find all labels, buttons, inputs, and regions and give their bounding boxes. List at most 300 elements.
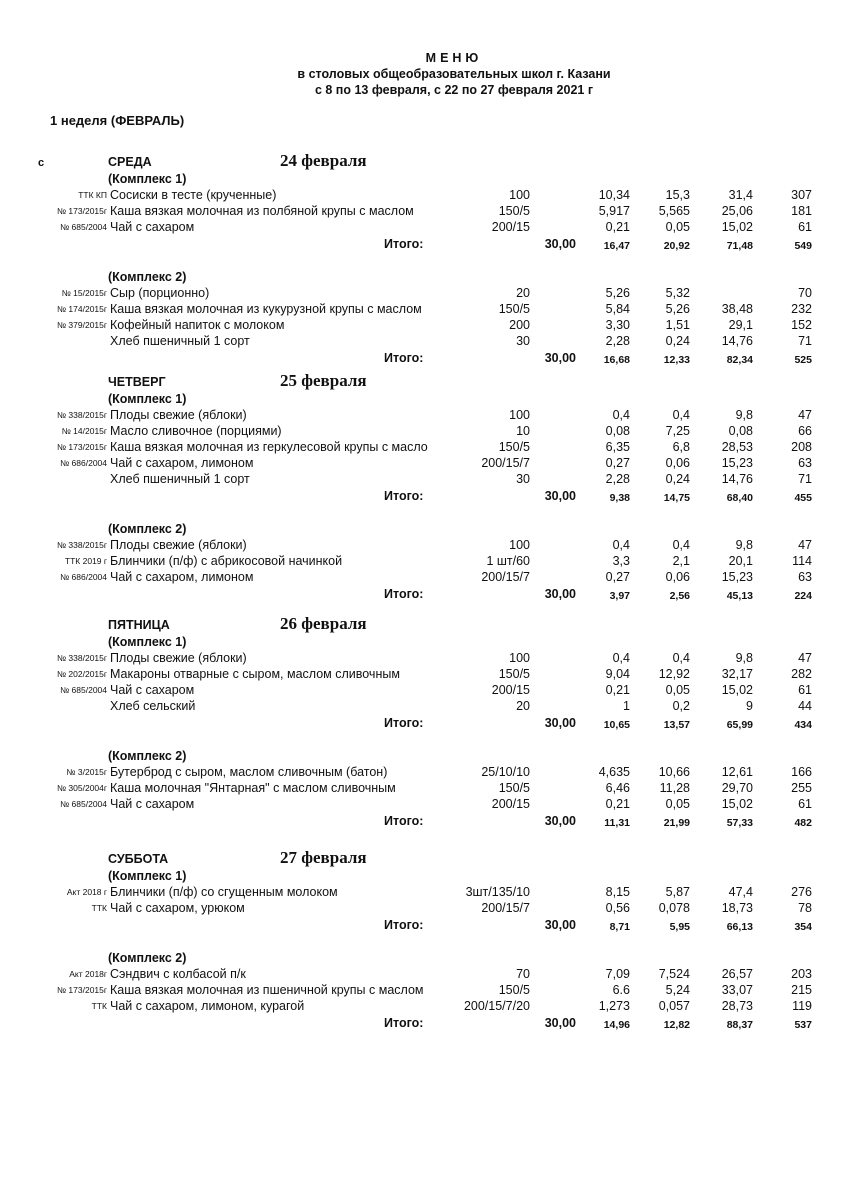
calories-value: 232: [791, 302, 812, 316]
total-protein: 16,47: [603, 240, 630, 252]
total-protein: 11,31: [604, 817, 630, 829]
protein-value: 5,917: [598, 204, 630, 218]
calories-value: 66: [798, 424, 812, 438]
total-calories: 537: [794, 1019, 812, 1031]
total-row: [0, 487, 848, 505]
dish-name: Плоды свежие (яблоки): [110, 538, 247, 552]
fat-value: 5,565: [658, 204, 690, 218]
day-name: СРЕДА: [108, 155, 152, 169]
portion-size: 1 шт/60: [486, 554, 530, 568]
recipe-code: № 3/2015г: [66, 767, 107, 777]
recipe-code: № 685/2004: [60, 222, 107, 232]
dish-name: Чай с сахаром, урюком: [110, 901, 245, 915]
carbs-value: 38,48: [721, 302, 753, 316]
protein-value: 10,34: [598, 188, 630, 202]
protein-value: 0,27: [605, 456, 630, 470]
fat-value: 0,4: [672, 651, 690, 665]
carbs-value: 12,61: [721, 765, 753, 779]
dish-name: Чай с сахаром: [110, 683, 195, 697]
protein-value: 0,21: [605, 683, 630, 697]
total-calories: 434: [794, 719, 812, 731]
dish-name: Сосиски в тесте (крученные): [110, 188, 277, 202]
protein-value: 2,28: [605, 334, 630, 348]
menu-item-row: [0, 423, 848, 439]
protein-value: 0,4: [612, 538, 630, 552]
complex-block: [0, 521, 848, 603]
calories-value: 282: [791, 667, 812, 681]
fat-value: 5,24: [665, 983, 690, 997]
recipe-code: № 338/2015г: [56, 410, 107, 420]
calories-value: 255: [791, 781, 812, 795]
complex-label: (Комплекс 1): [108, 635, 187, 649]
portion-size: 200/15/7/20: [463, 999, 530, 1013]
protein-value: 2,28: [605, 472, 630, 486]
carbs-value: 47,4: [728, 885, 753, 899]
menu-item-row: [0, 982, 848, 998]
menu-item-row: [0, 407, 848, 423]
total-carbs: 65,99: [726, 719, 753, 731]
recipe-code: № 202/2015г: [56, 669, 107, 679]
menu-item-row: [0, 285, 848, 301]
calories-value: 61: [798, 683, 812, 697]
total-protein: 9,38: [609, 492, 630, 504]
fat-value: 0,05: [665, 683, 690, 697]
portion-size: 200: [509, 318, 530, 332]
portion-size: 25/10/10: [481, 765, 530, 779]
total-label: Итого:: [384, 587, 424, 601]
day-section: [0, 371, 848, 603]
total-fat: 14,75: [663, 492, 690, 504]
dish-name: Блинчики (п/ф) со сгущенным молоком: [110, 885, 338, 899]
day-date: 27 февраля: [280, 848, 367, 867]
complex-block: [0, 171, 848, 253]
fat-value: 0,06: [665, 570, 690, 584]
carbs-value: 15,02: [721, 797, 753, 811]
calories-value: 181: [791, 204, 812, 218]
total-carbs: 66,13: [726, 921, 753, 933]
menu-item-row: [0, 666, 848, 682]
total-carbs: 68,40: [726, 492, 753, 504]
document-title: МЕНЮ: [425, 51, 483, 65]
carbs-value: 0,08: [728, 424, 753, 438]
menu-item-row: [0, 796, 848, 812]
carbs-value: 15,02: [721, 683, 753, 697]
carbs-value: 33,07: [721, 983, 753, 997]
total-label: Итого:: [384, 814, 424, 828]
total-calories: 455: [794, 492, 812, 504]
complex-block: [0, 269, 848, 367]
menu-item-row: [0, 439, 848, 455]
total-label: Итого:: [384, 237, 424, 251]
calories-value: 44: [798, 699, 812, 713]
carbs-value: 9,8: [735, 408, 753, 422]
recipe-code: № 379/2015г: [56, 320, 107, 330]
recipe-code: № 305/2004г: [56, 783, 107, 793]
day-header: [0, 848, 848, 868]
menu-item-row: [0, 650, 848, 666]
complex-label: (Комплекс 1): [108, 392, 187, 406]
menu-item-row: [0, 569, 848, 585]
portion-size: 200/15: [491, 220, 530, 234]
day-header: [0, 151, 848, 171]
dish-name: Хлеб пшеничный 1 сорт: [110, 472, 250, 486]
complex-label: (Комплекс 2): [108, 749, 187, 763]
day-section: [0, 151, 848, 367]
calories-value: 119: [792, 999, 812, 1013]
menu-item-row: [0, 553, 848, 569]
fat-value: 0,05: [665, 220, 690, 234]
dish-name: Сыр (порционно): [110, 286, 210, 300]
total-row: [0, 916, 848, 934]
fat-value: 0,2: [672, 699, 690, 713]
total-protein: 10,65: [603, 719, 630, 731]
total-carbs: 45,13: [726, 590, 753, 602]
calories-value: 152: [791, 318, 812, 332]
day-header: [0, 614, 848, 634]
calories-value: 208: [791, 440, 812, 454]
dish-name: Бутерброд с сыром, маслом сливочным (батон): [110, 765, 388, 779]
total-calories: 224: [794, 590, 812, 602]
menu-item-row: [0, 884, 848, 900]
complex-label: (Комплекс 2): [108, 522, 187, 536]
fat-value: 5,32: [665, 286, 690, 300]
protein-value: 0,21: [605, 220, 630, 234]
calories-value: 71: [798, 472, 812, 486]
fat-value: 0,4: [672, 408, 690, 422]
total-fat: 20,92: [663, 240, 690, 252]
fat-value: 10,66: [658, 765, 690, 779]
day-header: [0, 371, 848, 391]
carbs-value: 9,8: [735, 538, 753, 552]
total-price: 30,00: [544, 489, 576, 503]
calories-value: 47: [798, 538, 812, 552]
complex-block: [0, 634, 848, 732]
menu-item-row: [0, 764, 848, 780]
protein-value: 0,21: [605, 797, 630, 811]
carbs-value: 14,76: [721, 472, 753, 486]
carbs-value: 29,1: [728, 318, 753, 332]
protein-value: 0,4: [612, 408, 630, 422]
portion-size: 20: [516, 699, 530, 713]
total-price: 30,00: [544, 814, 576, 828]
day-date: 24 февраля: [280, 151, 367, 170]
menu-item-row: [0, 317, 848, 333]
portion-size: 70: [516, 967, 530, 981]
carbs-value: 18,73: [721, 901, 753, 915]
recipe-code: № 173/2015г: [56, 206, 107, 216]
carbs-value: 9: [746, 699, 753, 713]
fat-value: 0,24: [665, 334, 690, 348]
fat-value: 5,26: [665, 302, 690, 316]
recipe-code: ТТК: [91, 903, 107, 913]
recipe-code: № 174/2015г: [56, 304, 107, 314]
menu-item-row: [0, 187, 848, 203]
protein-value: 0,27: [605, 570, 630, 584]
protein-value: 6.6: [612, 983, 630, 997]
protein-value: 5,84: [605, 302, 630, 316]
total-row: [0, 812, 848, 830]
recipe-code: № 173/2015г: [56, 985, 107, 995]
total-row: [0, 714, 848, 732]
menu-item-row: [0, 333, 848, 349]
portion-size: 150/5: [498, 204, 530, 218]
calories-value: 63: [798, 456, 812, 470]
document-period: с 8 по 13 февраля, с 22 по 27 февраля 2021 г: [314, 83, 594, 97]
recipe-code: № 338/2015г: [56, 653, 107, 663]
day-date: 26 февраля: [280, 614, 367, 633]
carbs-value: 26,57: [721, 967, 753, 981]
calories-value: 63: [798, 570, 812, 584]
complex-block: [0, 391, 848, 505]
portion-size: 150/5: [498, 440, 530, 454]
day-name: ПЯТНИЦА: [108, 618, 170, 632]
carbs-value: 15,23: [721, 456, 753, 470]
protein-value: 0,08: [605, 424, 630, 438]
recipe-code: ТТК КП: [78, 190, 107, 200]
menu-item-row: [0, 537, 848, 553]
protein-value: 5,26: [605, 286, 630, 300]
total-fat: 21,99: [663, 817, 690, 829]
total-row: [0, 235, 848, 253]
document-subtitle: в столовых общеобразовательных школ г. Казани: [297, 67, 611, 81]
calories-value: 203: [791, 967, 812, 981]
total-calories: 482: [794, 817, 812, 829]
total-calories: 549: [794, 240, 812, 252]
total-label: Итого:: [384, 1016, 424, 1030]
protein-value: 9,04: [605, 667, 630, 681]
carbs-value: 14,76: [721, 334, 753, 348]
portion-size: 200/15/7: [481, 901, 530, 915]
day-name: ЧЕТВЕРГ: [108, 375, 166, 389]
calories-value: 307: [791, 188, 812, 202]
fat-value: 0,078: [658, 901, 690, 915]
calories-value: 166: [791, 765, 812, 779]
total-protein: 3,97: [609, 590, 630, 602]
total-price: 30,00: [544, 716, 576, 730]
portion-size: 30: [516, 472, 530, 486]
protein-value: 8,15: [605, 885, 630, 899]
total-carbs: 57,33: [726, 817, 753, 829]
dish-name: Чай с сахаром, лимоном: [110, 570, 254, 584]
calories-value: 215: [791, 983, 812, 997]
carbs-value: 28,53: [721, 440, 753, 454]
portion-size: 150/5: [498, 983, 530, 997]
fat-value: 6,8: [672, 440, 690, 454]
dish-name: Чай с сахаром, лимоном: [110, 456, 254, 470]
total-row: [0, 1014, 848, 1032]
calories-value: 47: [798, 408, 812, 422]
fat-value: 11,28: [659, 781, 690, 795]
total-label: Итого:: [384, 716, 424, 730]
complex-block: [0, 748, 848, 830]
menu-item-row: [0, 966, 848, 982]
total-calories: 525: [794, 354, 812, 366]
protein-value: 3,3: [612, 554, 630, 568]
day-name: СУББОТА: [108, 852, 169, 866]
carbs-value: 32,17: [721, 667, 753, 681]
protein-value: 7,09: [605, 967, 630, 981]
week-label: 1 неделя (ФЕВРАЛЬ): [50, 113, 185, 128]
total-fat: 12,33: [663, 354, 690, 366]
carbs-value: 28,73: [721, 999, 753, 1013]
dish-name: Каша молочная "Янтарная" с маслом сливочным: [110, 781, 396, 795]
portion-size: 3шт/135/10: [465, 885, 530, 899]
fat-value: 2,1: [672, 554, 690, 568]
dish-name: Каша вязкая молочная из полбяной крупы с маслом: [110, 204, 414, 218]
total-calories: 354: [794, 921, 812, 933]
total-protein: 16,68: [603, 354, 630, 366]
recipe-code: № 173/2015г: [56, 442, 107, 452]
dish-name: Чай с сахаром, лимоном, курагой: [110, 999, 305, 1013]
total-price: 30,00: [544, 351, 576, 365]
carbs-value: 15,02: [721, 220, 753, 234]
portion-size: 200/15/7: [481, 570, 530, 584]
recipe-code: Акт 2018г: [69, 969, 107, 979]
recipe-code: № 686/2004: [60, 458, 107, 468]
dish-name: Хлеб пшеничный 1 сорт: [110, 334, 250, 348]
dish-name: Макароны отварные с сыром, маслом сливочным: [110, 667, 400, 681]
menu-item-row: [0, 900, 848, 916]
portion-size: 200/15: [491, 797, 530, 811]
menu-item-row: [0, 455, 848, 471]
menu-item-row: [0, 682, 848, 698]
portion-size: 200/15: [491, 683, 530, 697]
dish-name: Плоды свежие (яблоки): [110, 651, 247, 665]
total-carbs: 82,34: [726, 354, 753, 366]
fat-value: 0,24: [665, 472, 690, 486]
calories-value: 71: [798, 334, 812, 348]
portion-size: 150/5: [498, 302, 530, 316]
dish-name: Блинчики (п/ф) с абрикосовой начинкой: [110, 554, 343, 568]
total-fat: 2,56: [669, 590, 690, 602]
dish-name: Хлеб сельский: [110, 699, 196, 713]
fat-value: 1,51: [665, 318, 690, 332]
recipe-code: № 14/2015г: [61, 426, 107, 436]
calories-value: 61: [798, 797, 812, 811]
recipe-code: ТТК: [91, 1001, 107, 1011]
portion-size: 100: [509, 188, 530, 202]
fat-value: 7,25: [665, 424, 690, 438]
complex-label: (Комплекс 2): [108, 951, 187, 965]
total-price: 30,00: [544, 587, 576, 601]
dish-name: Чай с сахаром: [110, 220, 195, 234]
fat-value: 15,3: [665, 188, 690, 202]
carbs-value: 15,23: [721, 570, 753, 584]
protein-value: 3,30: [605, 318, 630, 332]
fat-value: 0,05: [665, 797, 690, 811]
carbs-value: 31,4: [728, 188, 753, 202]
complex-block: [0, 950, 848, 1032]
protein-value: 1,273: [598, 999, 630, 1013]
recipe-code: № 685/2004: [60, 685, 107, 695]
portion-size: 100: [509, 538, 530, 552]
dish-name: Плоды свежие (яблоки): [110, 408, 247, 422]
calories-value: 47: [798, 651, 812, 665]
portion-size: 10: [516, 424, 530, 438]
dish-name: Каша вязкая молочная из пшеничной крупы с маслом: [110, 983, 424, 997]
fat-value: 0,057: [658, 999, 690, 1013]
total-label: Итого:: [384, 918, 424, 932]
calories-value: 114: [792, 554, 812, 568]
day-date: 25 февраля: [280, 371, 367, 390]
portion-size: 200/15/7: [481, 456, 530, 470]
fat-value: 5,87: [665, 885, 690, 899]
dish-name: Чай с сахаром: [110, 797, 195, 811]
total-fat: 12,82: [663, 1019, 690, 1031]
day-section: [0, 848, 848, 1032]
menu-item-row: [0, 780, 848, 796]
protein-value: 6,46: [605, 781, 630, 795]
protein-value: 4,635: [598, 765, 630, 779]
total-row: [0, 585, 848, 603]
portion-size: 30: [516, 334, 530, 348]
carbs-value: 20,1: [728, 554, 753, 568]
menu-item-row: [0, 471, 848, 487]
dish-name: Сэндвич с колбасой п/к: [110, 967, 246, 981]
fat-value: 12,92: [658, 667, 690, 681]
carbs-value: 29,70: [721, 781, 753, 795]
portion-size: 150/5: [498, 781, 530, 795]
menu-item-row: [0, 998, 848, 1014]
portion-size: 100: [509, 651, 530, 665]
total-carbs: 88,37: [726, 1019, 753, 1031]
total-protein: 8,71: [609, 921, 630, 933]
protein-value: 0,56: [605, 901, 630, 915]
carbs-value: 25,06: [721, 204, 753, 218]
total-price: 30,00: [544, 1016, 576, 1030]
protein-value: 1: [623, 699, 630, 713]
total-fat: 13,57: [663, 719, 690, 731]
total-price: 30,00: [544, 918, 576, 932]
menu-item-row: [0, 301, 848, 317]
protein-value: 0,4: [612, 651, 630, 665]
menu-item-row: [0, 219, 848, 235]
calories-value: 78: [798, 901, 812, 915]
recipe-code: ТТК 2019 г: [64, 556, 107, 566]
fat-value: 7,524: [658, 967, 690, 981]
total-fat: 5,95: [669, 921, 690, 933]
calories-value: 276: [791, 885, 812, 899]
recipe-code: № 686/2004: [60, 572, 107, 582]
total-price: 30,00: [544, 237, 576, 251]
total-protein: 14,96: [603, 1019, 630, 1031]
document-header: [0, 50, 848, 98]
portion-size: 20: [516, 286, 530, 300]
total-carbs: 71,48: [726, 240, 753, 252]
menu-item-row: [0, 698, 848, 714]
dish-name: Каша вязкая молочная из кукурузной крупы с маслом: [110, 302, 422, 316]
total-label: Итого:: [384, 351, 424, 365]
recipe-code: Акт 2018 г: [66, 887, 107, 897]
dish-name: Масло сливочное (порциями): [110, 424, 282, 438]
complex-label: (Комплекс 1): [108, 869, 187, 883]
carbs-value: 9,8: [735, 651, 753, 665]
recipe-code: № 338/2015г: [56, 540, 107, 550]
dish-name: Каша вязкая молочная из геркулесовой крупы с масло: [110, 440, 428, 454]
calories-value: 70: [798, 286, 812, 300]
total-label: Итого:: [384, 489, 424, 503]
recipe-code: № 15/2015г: [61, 288, 107, 298]
complex-block: [0, 868, 848, 934]
menu-item-row: [0, 203, 848, 219]
protein-value: 6,35: [605, 440, 630, 454]
recipe-code: № 685/2004: [60, 799, 107, 809]
fat-value: 0,06: [665, 456, 690, 470]
day-section: [0, 614, 848, 830]
fat-value: 0,4: [672, 538, 690, 552]
calories-value: 61: [798, 220, 812, 234]
dish-name: Кофейный напиток с молоком: [110, 318, 285, 332]
